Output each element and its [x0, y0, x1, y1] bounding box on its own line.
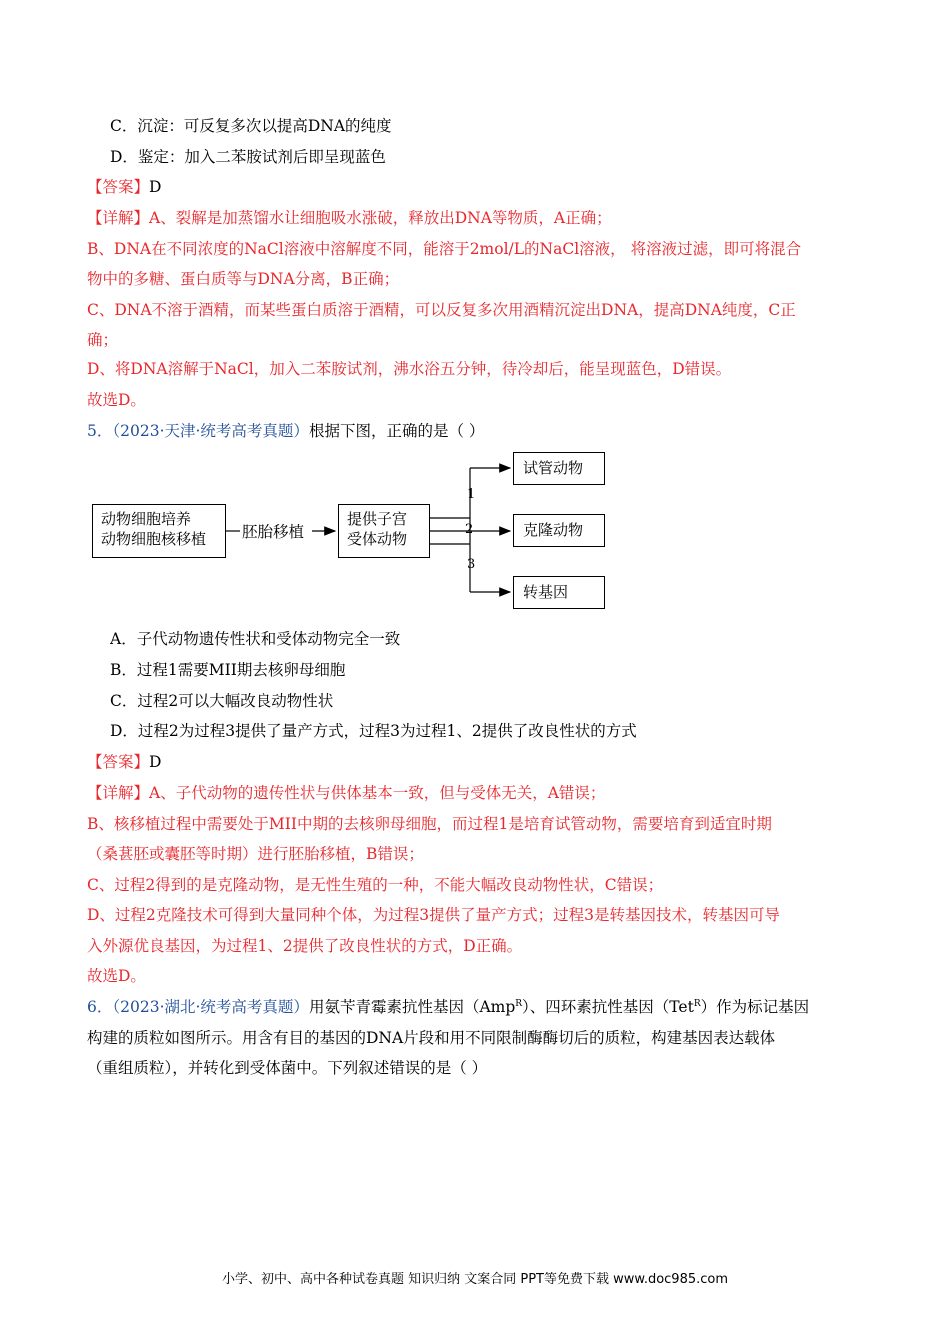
- question-source: （2023·天津·统考高考真题）: [112, 422, 309, 440]
- q4-option-c: C．沉淀：可反复多次以提高DNA的纯度: [110, 117, 392, 135]
- box-test-tube-animal: 试管动物: [513, 452, 605, 485]
- q6-stem-line-2: 构建的质粒如图所示。用含有目的基因的DNA片段和用不同限制酶酶切后的质粒，构建基因表达载体: [87, 1029, 776, 1047]
- detail-tag: 【详解】: [87, 784, 150, 802]
- q5-option-b: B．过程1需要MII期去核卵母细胞: [110, 661, 346, 679]
- box-recipient-animal: 提供子宫 受体动物: [338, 504, 430, 558]
- box-cell-culture: 动物细胞培养 动物细胞核移植: [92, 504, 226, 558]
- q5-detail-line-3: （桑葚胚或囊胚等时期）进行胚胎移植，B错误；: [87, 845, 424, 863]
- q5-detail-line-1: 【详解】A、子代动物的遗传性状与供体基本一致，但与受体无关，A错误；: [87, 784, 606, 802]
- label-process-3: 3: [467, 557, 476, 572]
- box-transgenic: 转基因: [513, 576, 605, 609]
- detail-tag: 【详解】: [87, 209, 150, 227]
- q5-detail-line-5: D、过程2克隆技术可得到大量同种个体，为过程3提供了量产方式；过程3是转基因技术，转基因可导: [87, 906, 781, 924]
- box-cloned-animal: 克隆动物: [513, 514, 605, 547]
- question-text: 根据下图，正确的是（ ）: [308, 422, 485, 440]
- q5-option-d: D．过程2为过程3提供了量产方式，过程3为过程1、2提供了改良性状的方式: [110, 722, 637, 740]
- q4-option-d: D．鉴定：加入二苯胺试剂后即呈现蓝色: [110, 148, 386, 166]
- page-footer: 小学、初中、高中各种试卷真题 知识归纳 文案合同 PPT等免费下载 www.doc985.com: [221, 1272, 729, 1287]
- q5-detail-line-7: 故选D。: [87, 967, 146, 985]
- q6-stem-line-1: 6．（2023·湖北·统考高考真题）用氨苄青霉素抗性基因（Amp$^R$）、四环素抗性基因（Tet$^R$）作为标记基因: [87, 998, 810, 1016]
- q6-stem-line-3: （重组质粒），并转化到受体菌中。下列叙述错误的是（ ）: [87, 1059, 488, 1077]
- question-number: 6．: [87, 998, 113, 1016]
- q5-detail-line-4: C、过程2得到的是克隆动物，是无性生殖的一种，不能大幅改良动物性状，C错误；: [87, 876, 664, 894]
- answer-tag: 【答案】: [87, 178, 150, 196]
- q5-option-a: A．子代动物遗传性状和受体动物完全一致: [110, 630, 401, 648]
- q5-detail-line-2: B、核移植过程中需要处于MII中期的去核卵母细胞，而过程1是培育试管动物，需要培育到适宜时期: [87, 815, 772, 833]
- q4-detail-line-2: B、DNA在不同浓度的NaCl溶液中溶解度不同，能溶于2mol/L的NaCl溶液， 将溶液过滤，即可将混合: [87, 240, 802, 258]
- question-number: 5．: [87, 422, 113, 440]
- answer-value: D: [149, 178, 162, 196]
- label-process-2: 2: [465, 522, 474, 537]
- q4-detail-line-5: 确；: [87, 331, 119, 349]
- q5-detail-line-6: 入外源优良基因，为过程1、2提供了改良性状的方式，D正确。: [87, 937, 523, 955]
- label-process-1: 1: [467, 487, 476, 502]
- answer-value: D: [149, 753, 162, 771]
- q4-detail-line-7: 故选D。: [87, 391, 146, 409]
- question-source: （2023·湖北·统考高考真题）: [112, 998, 309, 1016]
- q4-detail-line-3: 物中的多糖、蛋白质等与DNA分离，B正确；: [87, 270, 400, 288]
- answer-tag: 【答案】: [87, 753, 150, 771]
- q4-detail-line-1: 【详解】A、裂解是加蒸馏水让细胞吸水涨破，释放出DNA等物质，A正确；: [87, 209, 612, 227]
- q5-answer: [87, 751, 161, 773]
- q5-option-c: C．过程2可以大幅改良动物性状: [110, 692, 334, 710]
- q4-detail-line-4: C、DNA不溶于酒精，而某些蛋白质溶于酒精，可以反复多次用酒精沉淀出DNA，提高DNA纯度，C正: [87, 301, 796, 319]
- label-embryo-transfer: 胚胎移植: [242, 523, 305, 541]
- q4-detail-line-6: D、将DNA溶解于NaCl，加入二苯胺试剂，沸水浴五分钟，待冷却后，能呈现蓝色，D错误。: [87, 360, 732, 378]
